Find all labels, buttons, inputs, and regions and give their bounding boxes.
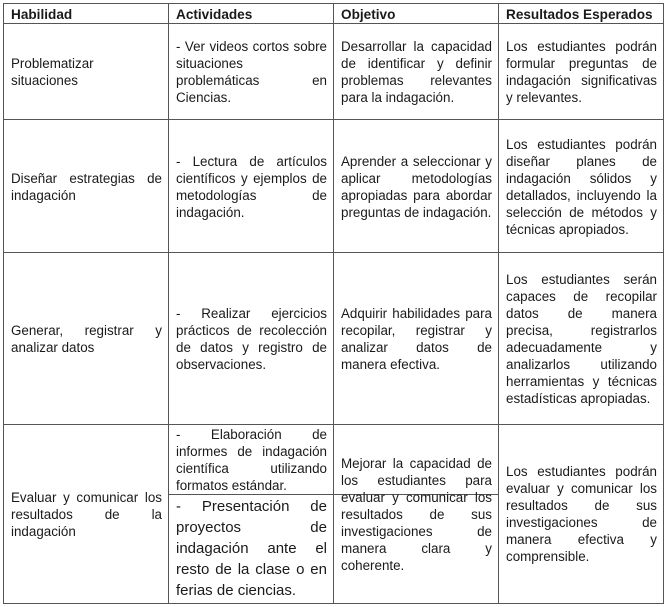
row4-habilidad: Evaluar y comunicar los resultados de la indagación [11,489,162,539]
row4-objetivo: Mejorar la capacidad de los estudiantes para evaluar y comunicar los resultados de sus investigaciones de manera clara y coherente. [341,455,492,573]
row2-actividades: - Lectura de artículos científicos y ejemplos de metodologías de indagación. [176,153,327,220]
row2-objetivo: Aprender a seleccionar y aplicar metodologías apropiadas para abordar preguntas de indagación. [341,153,492,220]
row2-habilidad: Diseñar estrategias de indagación [11,170,162,203]
row1-objetivo: Desarrollar la capacidad de identificar y definir problemas relevantes para la indagación. [341,39,492,105]
header-actividades: Actividades [176,6,253,22]
row4-actividades-1: - Elaboración de informes de indagación científica utilizando formatos estándar. [176,426,327,493]
row3-objetivo: Adquirir habilidades para recopilar, registrar y analizar datos de manera efectiva. [341,306,492,372]
row2-resultados: Los estudiantes podrán diseñar planes de indagación sólidos y detallados, incluyendo la selección de métodos y técnicas apropiados. [506,136,657,237]
row1-habilidad: Problematizar situaciones [11,56,94,88]
skills-table [3,3,664,604]
row4-actividades-2: - Presentación de proyectos de indagación ante el resto de la clase o en ferias de ciencias. [176,498,327,599]
header-objetivo: Objetivo [341,6,396,22]
row-divider [4,252,663,253]
row3-actividades: - Realizar ejercicios prácticos de recolección de datos y registro de observaciones. [176,306,327,372]
row3-resultados: Los estudiantes serán capaces de recopilar datos de manera precisa, registrarlos adecuadamente y analizarlos utilizando herramientas y técnicas estadísticas apropiadas. [506,272,657,406]
row4-resultados: Los estudiantes podrán evaluar y comunicar los resultados de sus investigaciones de manera efectiva y comprensible. [506,464,657,564]
row1-resultados: Los estudiantes podrán formular preguntas de indagación significativas y relevantes. [506,39,657,105]
header-habilidad: Habilidad [11,6,73,22]
row-divider [4,424,663,425]
row-divider [4,119,663,120]
row1-actividades: - Ver videos cortos sobre situaciones problemáticas en Ciencias. [176,39,327,105]
row3-habilidad: Generar, registrar y analizar datos [11,323,162,355]
header-resultados: Resultados Esperados [506,6,653,22]
